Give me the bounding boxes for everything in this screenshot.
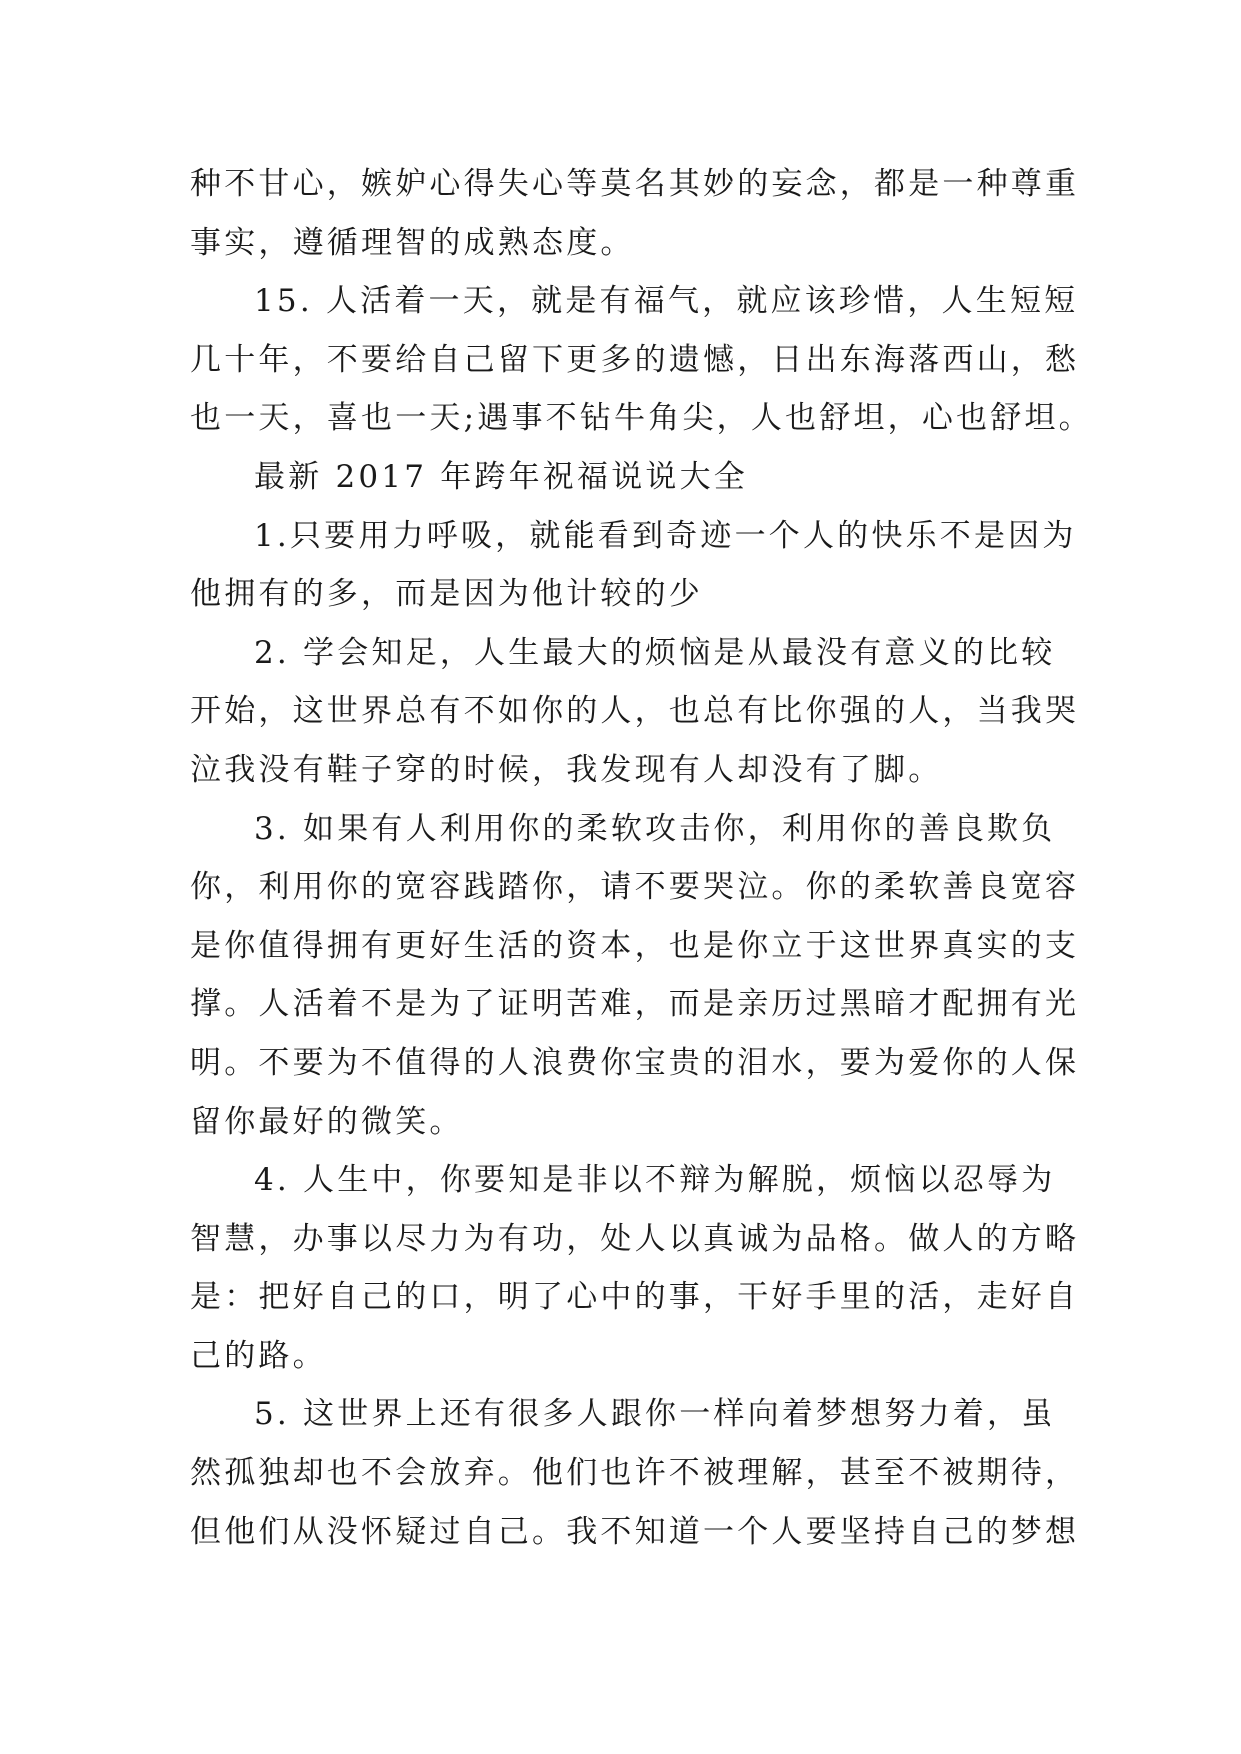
text-line: 是：把好自己的口，明了心中的事，干好手里的活，走好自 bbox=[190, 1279, 1080, 1316]
text-line: 他拥有的多，而是因为他计较的少 bbox=[190, 576, 703, 613]
text-line: 几十年，不要给自己留下更多的遗憾，日出东海落西山，愁 bbox=[190, 341, 1080, 378]
text-line: 然孤独却也不会放弃。他们也许不被理解，甚至不被期待， bbox=[190, 1455, 1080, 1492]
body-text bbox=[190, 155, 1093, 1561]
text-line: 5. 这世界上还有很多人跟你一样向着梦想努力着，虽 bbox=[254, 1396, 1056, 1433]
text-line: 2. 学会知足，人生最大的烦恼是从最没有意义的比较 bbox=[254, 634, 1056, 671]
text-line: 留你最好的微笑。 bbox=[190, 1103, 464, 1140]
text-line: 4. 人生中，你要知是非以不辩为解脱，烦恼以忍辱为 bbox=[254, 1162, 1056, 1199]
text-line: 智慧，办事以尽力为有功，处人以真诚为品格。做人的方略 bbox=[190, 1220, 1080, 1257]
text-line: 你，利用你的宽容践踏你，请不要哭泣。你的柔软善良宽容 bbox=[190, 869, 1080, 906]
text-line: 种不甘心，嫉妒心得失心等莫名其妙的妄念，都是一种尊重 bbox=[190, 166, 1080, 202]
text-line: 3. 如果有人利用你的柔软攻击你，利用你的善良欺负 bbox=[254, 810, 1056, 847]
text-line: 是你值得拥有更好生活的资本，也是你立于这世界真实的支 bbox=[190, 927, 1080, 964]
text-line: 最新 2017 年跨年祝福说说大全 bbox=[254, 458, 748, 495]
text-line: 1.只要用力呼吸，就能看到奇迹一个人的快乐不是因为 bbox=[254, 517, 1077, 554]
text-line: 明。不要为不值得的人浪费你宝贵的泪水，要为爱你的人保 bbox=[190, 1044, 1080, 1081]
text-line: 也一天，喜也一天;遇事不钻牛角尖，人也舒坦，心也舒坦。 bbox=[190, 400, 1093, 437]
text-line: 己的路。 bbox=[190, 1337, 327, 1374]
text-line: 但他们从没怀疑过自己。我不知道一个人要坚持自己的梦想 bbox=[190, 1513, 1080, 1550]
text-line: 泣我没有鞋子穿的时候，我发现有人却没有了脚。 bbox=[190, 751, 943, 788]
text-line: 开始，这世界总有不如你的人，也总有比你强的人，当我哭 bbox=[190, 693, 1080, 730]
text-line: 撑。人活着不是为了证明苦难，而是亲历过黑暗才配拥有光 bbox=[190, 986, 1080, 1023]
text-line: 事实，遵循理智的成熟态度。 bbox=[190, 224, 635, 261]
text-line: 15. 人活着一天，就是有福气，就应该珍惜，人生短短 bbox=[254, 283, 1079, 320]
